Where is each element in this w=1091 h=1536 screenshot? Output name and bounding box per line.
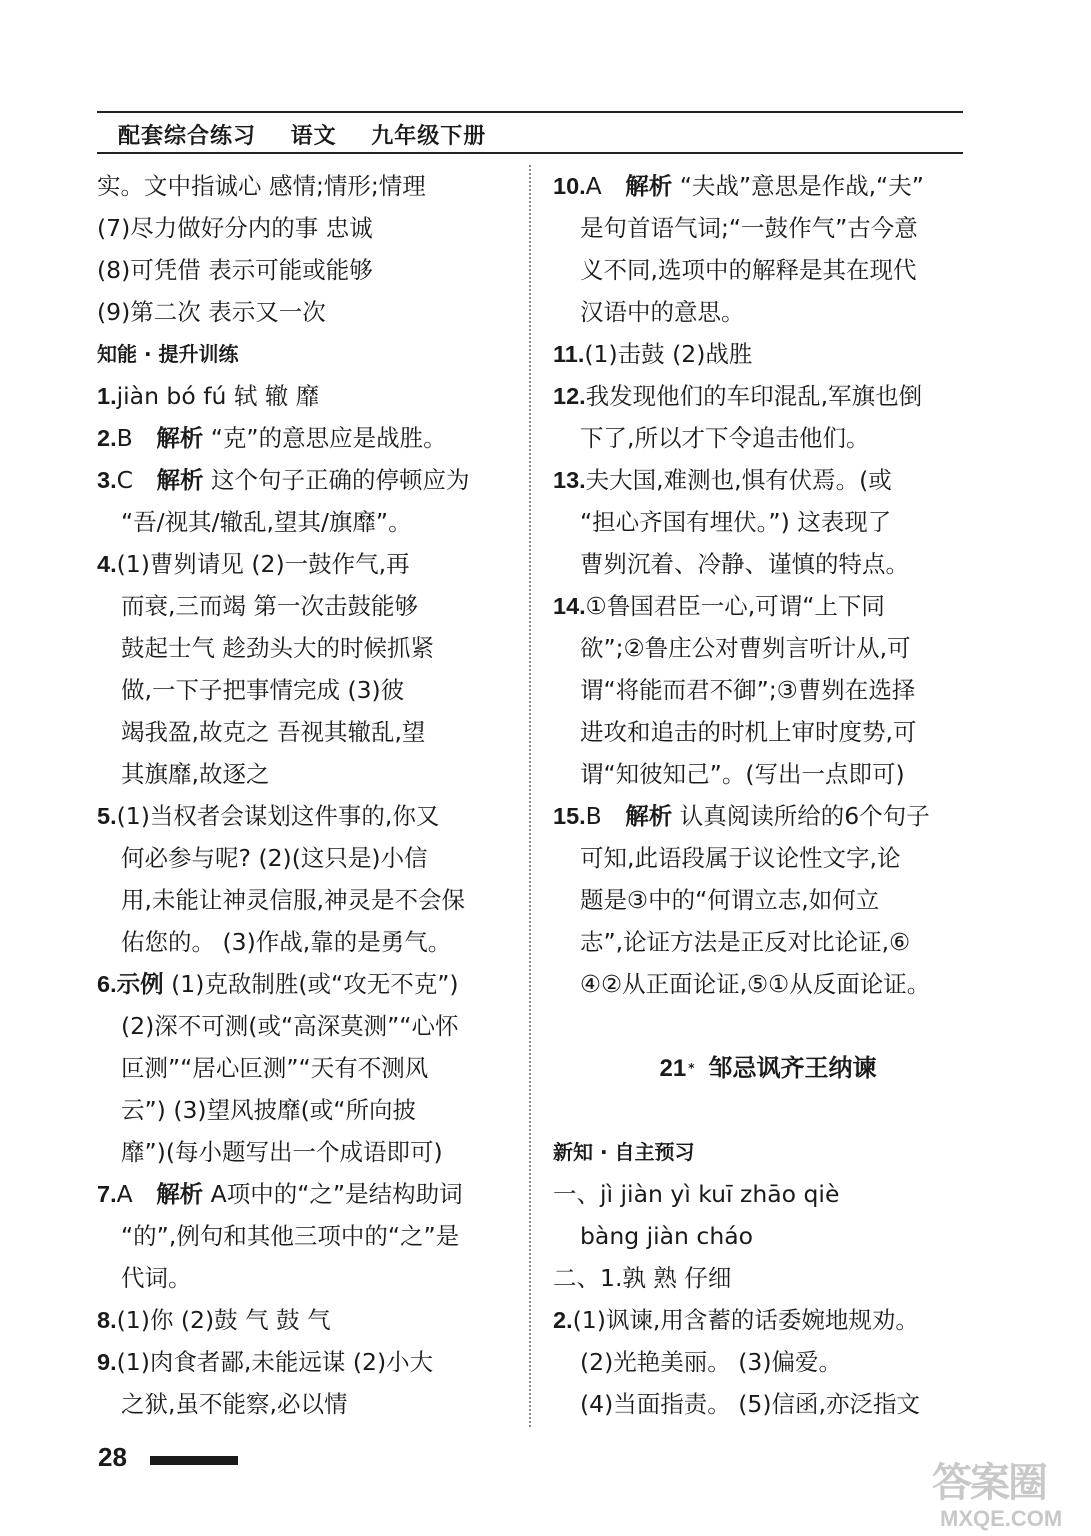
answer-text: 可知,此语段属于议论性文字,论 bbox=[580, 844, 901, 872]
answer-text: 进攻和追击的时机上审时度势,可 bbox=[580, 718, 917, 746]
text-line bbox=[553, 963, 963, 1005]
answer-text: B bbox=[585, 802, 602, 830]
text-line bbox=[97, 711, 507, 753]
text-line bbox=[553, 669, 963, 711]
answer-text: 我发现他们的车印混乱,军旗也倒 bbox=[585, 382, 923, 410]
answer-number: 7. bbox=[97, 1181, 117, 1207]
text-line bbox=[553, 921, 963, 963]
answer-text: (7)尽力做好分内的事 忠诚 bbox=[97, 214, 373, 242]
text-line bbox=[97, 585, 507, 627]
analysis-text: 这个句子正确的停顿应为 bbox=[211, 466, 470, 494]
text-line bbox=[97, 249, 507, 291]
answer-text: 二、1.孰 熟 仔细 bbox=[553, 1264, 732, 1292]
answer-text: 之狱,虽不能察,必以情 bbox=[121, 1390, 348, 1418]
answer-text: A bbox=[585, 172, 602, 200]
analysis-label: 解析 bbox=[156, 466, 204, 494]
answer-text: 夫大国,难测也,惧有伏焉。(或 bbox=[585, 466, 892, 494]
answer-text: 其旗靡,故逐之 bbox=[121, 760, 270, 788]
text-line bbox=[97, 963, 507, 1005]
text-line bbox=[553, 459, 963, 501]
answer-text: C bbox=[116, 466, 134, 494]
text-line bbox=[97, 1173, 507, 1215]
text-line bbox=[553, 879, 963, 921]
lesson-title: 邹忌讽齐王纳谏 bbox=[708, 1054, 877, 1082]
analysis-label: 解析 bbox=[156, 424, 204, 452]
answer-number: 10. bbox=[553, 173, 586, 199]
answer-text: (2)光艳美丽。 (3)偏爱。 bbox=[580, 1348, 843, 1376]
answer-text: 竭我盈,故克之 吾视其辙乱,望 bbox=[121, 718, 426, 746]
answer-text: 代词。 bbox=[121, 1264, 192, 1292]
answer-text: (1)曹刿请见 (2)一鼓作气,再 bbox=[116, 550, 410, 578]
text-line bbox=[553, 165, 963, 207]
analysis-text: “夫战”意思是作战,“夫” bbox=[679, 172, 924, 200]
page-number: 28 bbox=[98, 1442, 127, 1472]
header-top-rule bbox=[97, 111, 963, 113]
answer-text: 用,未能让神灵信服,神灵是不会保 bbox=[121, 886, 465, 914]
text-line bbox=[97, 375, 507, 417]
text-line bbox=[553, 1089, 963, 1131]
lesson-number: 21 bbox=[659, 1055, 687, 1082]
analysis-label: 解析 bbox=[625, 802, 673, 830]
header-title: 配套综合练习 语文 九年级下册 bbox=[118, 124, 487, 149]
text-line bbox=[97, 165, 507, 207]
text-line bbox=[553, 1215, 963, 1257]
text-line bbox=[553, 375, 963, 417]
text-line bbox=[553, 711, 963, 753]
text-line bbox=[97, 1341, 507, 1383]
header-bottom-rule bbox=[97, 152, 963, 154]
text-line bbox=[97, 1005, 507, 1047]
text-line bbox=[553, 1341, 963, 1383]
answer-number: 2. bbox=[553, 1307, 573, 1333]
answer-text: “吾/视其/辙乱,望其/旗靡”。 bbox=[121, 508, 412, 536]
answer-number: 15. bbox=[553, 803, 586, 829]
text-line bbox=[97, 501, 507, 543]
text-line bbox=[97, 459, 507, 501]
lesson-mark: * bbox=[688, 1061, 695, 1075]
answer-number: 2. bbox=[97, 425, 117, 451]
text-line bbox=[553, 1131, 963, 1173]
text-line bbox=[553, 333, 963, 375]
left-column bbox=[97, 165, 507, 1425]
text-line bbox=[97, 417, 507, 459]
answer-text: jiàn bó fú 轼 辙 靡 bbox=[116, 382, 320, 410]
answer-number: 9. bbox=[97, 1349, 117, 1375]
page-number-bar bbox=[150, 1456, 238, 1465]
answer-text: 佑您的。 (3)作战,靠的是勇气。 bbox=[121, 928, 452, 956]
text-line bbox=[97, 753, 507, 795]
text-line bbox=[97, 921, 507, 963]
answer-text: (4)当面指责。 (5)信函,亦泛指文 bbox=[580, 1390, 921, 1418]
answer-text: 做,一下子把事情完成 (3)彼 bbox=[121, 676, 405, 704]
answer-text: B bbox=[116, 424, 133, 452]
text-line bbox=[97, 879, 507, 921]
text-line bbox=[553, 1257, 963, 1299]
answer-number: 13. bbox=[553, 467, 586, 493]
answer-text: (1)你 (2)鼓 气 鼓 气 bbox=[116, 1306, 331, 1334]
text-line bbox=[97, 207, 507, 249]
answer-text: bàng jiàn cháo bbox=[580, 1222, 754, 1250]
answer-text: (1)讽谏,用含蓄的话委婉地规劝。 bbox=[572, 1306, 919, 1334]
text-line bbox=[553, 753, 963, 795]
answer-text: (9)第二次 表示又一次 bbox=[97, 298, 326, 326]
analysis-text: (1)克敌制胜(或“攻无不克”) bbox=[171, 970, 459, 998]
text-line bbox=[553, 627, 963, 669]
watermark-logo: 答案圈 MXQE.COM bbox=[932, 1460, 1063, 1531]
answer-text: (1)击鼓 (2)战胜 bbox=[584, 340, 753, 368]
text-line bbox=[553, 585, 963, 627]
answer-text: 汉语中的意思。 bbox=[580, 298, 745, 326]
answer-text: (2)深不可测(或“高深莫测”“心怀 bbox=[121, 1012, 459, 1040]
text-line bbox=[97, 333, 507, 375]
text-line bbox=[553, 1047, 963, 1089]
answer-text: 欲”;②鲁庄公对曹刿言听计从,可 bbox=[580, 634, 911, 662]
answer-number: 4. bbox=[97, 551, 117, 577]
answer-text: ①鲁国君臣一心,可谓“上下同 bbox=[585, 592, 885, 620]
text-line bbox=[553, 795, 963, 837]
answer-text: ④②从正面论证,⑤①从反面论证。 bbox=[580, 970, 931, 998]
answer-text: 义不同,选项中的解释是其在现代 bbox=[580, 256, 917, 284]
analysis-text: “克”的意思应是战胜。 bbox=[210, 424, 447, 452]
text-line bbox=[97, 795, 507, 837]
answer-text: 是句首语气词;“一鼓作气”古今意 bbox=[580, 214, 918, 242]
text-line bbox=[97, 1215, 507, 1257]
text-line bbox=[97, 627, 507, 669]
answer-number: 5. bbox=[97, 803, 117, 829]
answer-text: 靡”)(每小题写出一个成语即可) bbox=[121, 1138, 443, 1166]
text-line bbox=[97, 291, 507, 333]
text-line bbox=[553, 207, 963, 249]
answer-number: 3. bbox=[97, 467, 117, 493]
text-line bbox=[97, 1089, 507, 1131]
text-line bbox=[553, 837, 963, 879]
answer-text: 云”) (3)望风披靡(或“所向披 bbox=[121, 1096, 416, 1124]
answer-text: 一、jì jiàn yì kuī zhāo qiè bbox=[553, 1180, 840, 1208]
text-line bbox=[97, 1047, 507, 1089]
answer-text: 谓“将能而君不御”;③曹刿在选择 bbox=[580, 676, 916, 704]
answer-text: 叵测”“居心叵测”“天有不测风 bbox=[121, 1054, 429, 1082]
text-line bbox=[553, 417, 963, 459]
text-line bbox=[97, 1131, 507, 1173]
answer-text: “的”,例句和其他三项中的“之”是 bbox=[121, 1222, 460, 1250]
text-line bbox=[553, 1299, 963, 1341]
answer-text: 而衰,三而竭 第一次击鼓能够 bbox=[121, 592, 418, 620]
text-line bbox=[553, 291, 963, 333]
analysis-label: 示例 bbox=[116, 970, 164, 998]
text-line bbox=[97, 1299, 507, 1341]
answer-number: 11. bbox=[553, 341, 585, 367]
answer-number: 8. bbox=[97, 1307, 117, 1333]
analysis-text: 认真阅读所给的6个句子 bbox=[679, 802, 930, 830]
text-line bbox=[97, 543, 507, 585]
text-line bbox=[97, 1383, 507, 1425]
text-line bbox=[553, 501, 963, 543]
text-line bbox=[553, 543, 963, 585]
answer-text: 何必参与呢? (2)(这只是)小信 bbox=[121, 844, 428, 872]
answer-number: 6. bbox=[97, 971, 117, 997]
answer-number: 14. bbox=[553, 593, 586, 619]
answer-text: 谓“知彼知己”。(写出一点即可) bbox=[580, 760, 905, 788]
answer-number: 12. bbox=[553, 383, 586, 409]
answer-text: (8)可凭借 表示可能或能够 bbox=[97, 256, 373, 284]
text-line bbox=[553, 1005, 963, 1047]
text-line bbox=[553, 249, 963, 291]
answer-text: 下了,所以才下令追击他们。 bbox=[580, 424, 870, 452]
answer-text: 鼓起士气 趁劲头大的时候抓紧 bbox=[121, 634, 434, 662]
answer-text: 题是③中的“何谓立志,如何立 bbox=[580, 886, 880, 914]
answer-text: “担心齐国有埋伏。”) 这表现了 bbox=[580, 508, 892, 536]
text-line bbox=[553, 1383, 963, 1425]
analysis-label: 解析 bbox=[625, 172, 673, 200]
answer-text: 实。文中指诚心 感情;情形;情理 bbox=[97, 172, 426, 200]
text-line bbox=[97, 837, 507, 879]
analysis-text: A项中的“之”是结构助词 bbox=[210, 1180, 463, 1208]
text-line bbox=[97, 669, 507, 711]
answer-text: 志”,论证方法是正反对比论证,⑥ bbox=[580, 928, 911, 956]
column-divider bbox=[529, 165, 531, 1427]
answer-text: A bbox=[116, 1180, 133, 1208]
answer-number: 1. bbox=[97, 383, 117, 409]
answer-text: (1)当权者会谋划这件事的,你又 bbox=[116, 802, 440, 830]
analysis-label: 解析 bbox=[156, 1180, 204, 1208]
right-column bbox=[553, 165, 963, 1425]
answer-text: 曹刿沉着、冷静、谨慎的特点。 bbox=[580, 550, 909, 578]
answer-text: 新知 · 自主预习 bbox=[553, 1140, 695, 1164]
text-line bbox=[553, 1173, 963, 1215]
answer-text: 知能 · 提升训练 bbox=[97, 342, 239, 366]
text-line bbox=[97, 1257, 507, 1299]
answer-text: (1)肉食者鄙,未能远谋 (2)小大 bbox=[116, 1348, 434, 1376]
